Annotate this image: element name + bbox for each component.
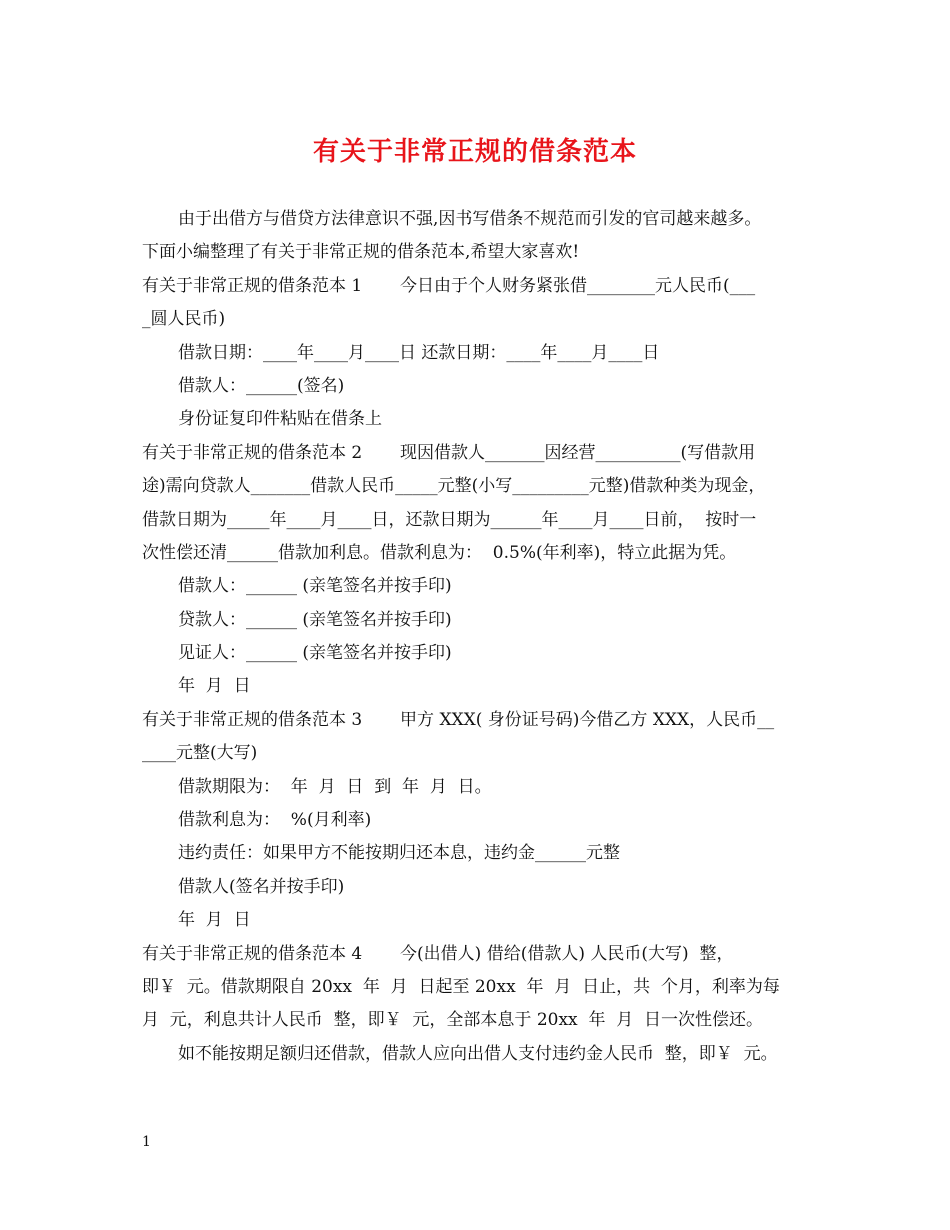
body-line: 借款人：______(签名): [178, 375, 345, 396]
page-number: 1: [142, 1134, 151, 1150]
body-line: 身份证复印件粘贴在借条上: [178, 409, 382, 430]
body-line: 借款期限为： 年 月 日 到 年 月 日。: [178, 776, 492, 797]
body-line: 违约责任：如果甲方不能按期归还本息，违约金______元整: [178, 843, 620, 864]
body-line: 下面小编整理了有关于非常正规的借条范本,希望大家喜欢!: [142, 242, 580, 263]
body-line: 次性偿还清______借款加利息。借款利息为： 0.5%(年利率)，特立此据为凭。: [142, 542, 737, 563]
body-line: 借款人(签名并按手印): [178, 876, 345, 897]
body-line: 借款人：______ (亲笔签名并按手印): [178, 576, 452, 597]
body-line: 途)需向贷款人_______借款人民币_____元整(小写_________元整)借款种类为现金，: [142, 476, 766, 497]
body-line: 借款日期为_____年____月____日，还款日期为______年____月____日前， 按时一: [142, 509, 757, 530]
document-body: [142, 203, 832, 1071]
body-line: 由于出借方与借贷方法律意识不强,因书写借条不规范而引发的官司越来越多。: [178, 209, 762, 229]
body-line: 年 月 日: [178, 910, 251, 931]
body-line: 即￥ 元。借款期限自 20xx 年 月 日起至 20xx 年 月 日止，共 个月，利率为每: [142, 976, 780, 997]
body-line: 年 月 日: [178, 676, 251, 697]
document-title: 有关于非常正规的借条范本: [312, 137, 637, 167]
body-line: 贷款人：______ (亲笔签名并按手印): [178, 609, 452, 630]
body-line: 有关于非常正规的借条范本 3 甲方 XXX( 身份证号码)今借乙方 XXX，人民币__: [142, 709, 775, 730]
body-line: 借款日期：____年____月____日 还款日期：____年____月____日: [178, 342, 660, 363]
body-line: 见证人：______ (亲笔签名并按手印): [178, 643, 452, 664]
body-line: 有关于非常正规的借条范本 1 今日由于个人财务紧张借________元人民币(___: [142, 275, 756, 296]
body-line: 有关于非常正规的借条范本 4 今(出借人) 借给(借款人) 人民币(大写) 整，: [142, 943, 734, 964]
body-line: 有关于非常正规的借条范本 2 现因借款人_______因经营__________(写借款用: [142, 442, 756, 463]
body-line: 如不能按期足额归还借款，借款人应向出借人支付违约金人民币 整，即￥ 元。: [178, 1043, 778, 1064]
body-line: 月 元，利息共计人民币 整，即￥ 元，全部本息于 20xx 年 月 日一次性偿还。: [142, 1010, 764, 1031]
body-line: 借款利息为： %(月利率): [178, 810, 372, 831]
body-line: _圆人民币): [142, 309, 226, 330]
body-line: ____元整(大写): [142, 743, 258, 764]
